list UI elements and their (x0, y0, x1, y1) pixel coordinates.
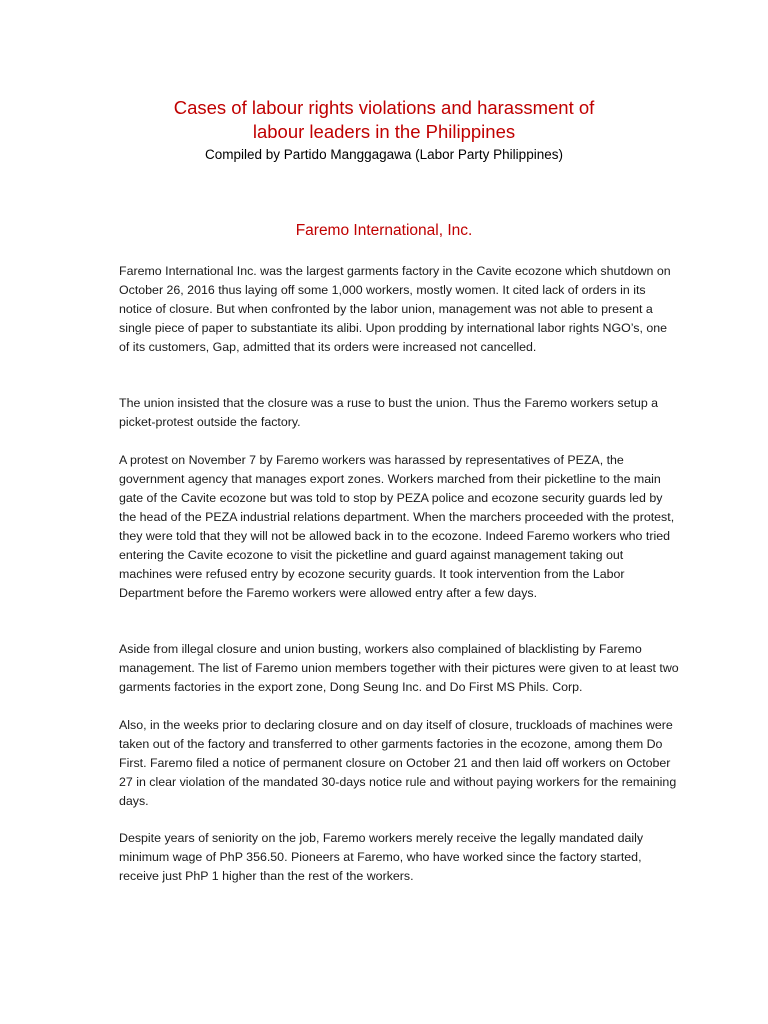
paragraph-closure: Faremo International Inc. was the largest garments factory in the Cavite ecozone which shutdown on October 26, 2016 thus laying off some 1,000 workers, mostly women. It cited lack of orders in its notice of closure. But when confronted by the labor union, management was not able to present a single piece of paper to substantiate its alibi. Upon prodding by international labor rights NGO’s, one of its customers, Gap, admitted that its orders were increased not cancelled. (119, 264, 671, 354)
section-heading: Faremo International, Inc. (295, 222, 473, 239)
paragraph-protest-harassment: A protest on November 7 by Faremo workers was harassed by representatives of PEZA, the government agency that manages export zones. Workers marched from their picketline to the main gate of the Cavite ecozone but was told to stop by PEZA police and ecozone security guards led by the head of the PEZA industrial relations department. When the marchers proceeded with the protest, they were told that they will not be allowed back in to the ecozone. Indeed Faremo workers who tried entering the Cavite ecozone to visit the picketline and guard against management taking out machines were refused entry by ecozone security guards. It took intervention from the Labor Department before the Faremo workers were allowed entry after a few days. (119, 453, 675, 600)
document-subtitle: Compiled by Partido Manggagawa (Labor Party Philippines) (205, 147, 563, 162)
paragraph-blacklisting: Aside from illegal closure and union busting, workers also complained of blacklisting by Faremo management. The list of Faremo union members together with their pictures were given to at least two garments factories in the export zone, Dong Seung Inc. and Do First MS Phils. Corp. (119, 642, 679, 694)
paragraph-machines-transfer: Also, in the weeks prior to declaring closure and on day itself of closure, truckloads of machines were taken out of the factory and transferred to other garments factories in the ecozone, among them Do First. Faremo filed a notice of permanent closure on October 21 and then laid off workers on October 27 in clear violation of the mandated 30-days notice rule and without paying workers for the remaining days. (119, 718, 677, 808)
document-title-line-1: Cases of labour rights violations and harassment of (173, 97, 595, 118)
document-title-line-2: labour leaders in the Philippines (252, 121, 516, 142)
paragraph-union-picket: The union insisted that the closure was a ruse to bust the union. Thus the Faremo workers setup a picket-protest outside the factory. (119, 396, 659, 429)
paragraph-minimum-wage: Despite years of seniority on the job, Faremo workers merely receive the legally mandated daily minimum wage of PhP 356.50. Pioneers at Faremo, who have worked since the factory started, receive just PhP 1 higher than the rest of the workers. (119, 831, 644, 883)
